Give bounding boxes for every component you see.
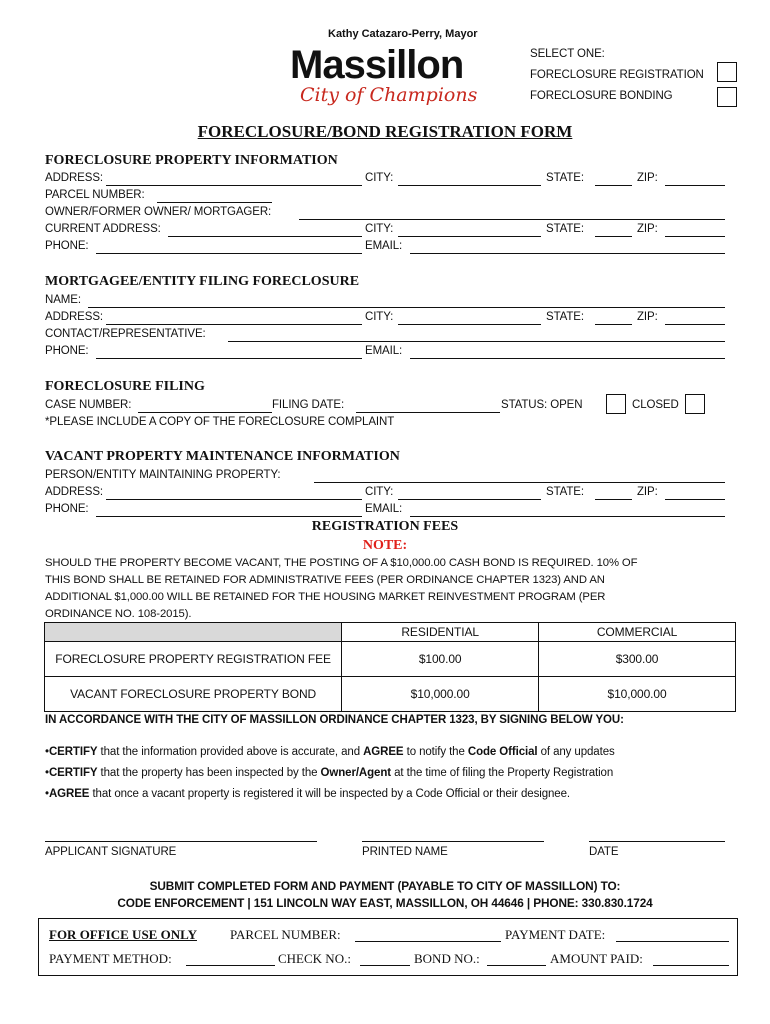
person-entity-field[interactable] xyxy=(314,482,725,483)
fee-commercial: $300.00 xyxy=(539,642,736,677)
fees-note-line2: THIS BOND SHALL BE RETAINED FOR ADMINISTRATIVE FEES (PER ORDINANCE CHAPTER 1323) AND AN xyxy=(45,574,605,586)
office-use-title: FOR OFFICE USE ONLY xyxy=(49,927,197,942)
mortgagee-name-label: NAME: xyxy=(45,294,81,306)
fees-note-label: NOTE: xyxy=(362,538,408,553)
bullet-text: that once a vacant property is registered it will be inspected by a Code Official or their designee. xyxy=(89,788,570,800)
vacant-state-field[interactable] xyxy=(595,499,632,500)
bullet-bold: CERTIFY xyxy=(48,767,98,779)
bullet-bold: CERTIFY xyxy=(48,746,98,758)
current-zip-field[interactable] xyxy=(665,236,725,237)
office-amount-field[interactable] xyxy=(653,965,729,966)
status-open-checkbox[interactable] xyxy=(606,394,626,414)
fee-residential: $100.00 xyxy=(342,642,539,677)
mortgagee-name-field[interactable] xyxy=(88,307,725,308)
property-email-label: EMAIL: xyxy=(365,240,403,252)
office-check-label: CHECK NO.: xyxy=(278,951,351,966)
fees-note-line3: ADDITIONAL $1,000.00 WILL BE RETAINED FOR THE HOUSING MARKET REINVESTMENT PROGRAM (PER xyxy=(45,591,606,603)
person-entity-label: PERSON/ENTITY MAINTAINING PROPERTY: xyxy=(45,469,281,481)
property-address-field[interactable] xyxy=(106,185,362,186)
fees-note-line1: SHOULD THE PROPERTY BECOME VACANT, THE POSTING OF A $10,000.00 CASH BOND IS REQUIRED. 10% OF xyxy=(45,557,638,569)
registration-checkbox[interactable] xyxy=(717,62,737,82)
office-payment-date-field[interactable] xyxy=(616,941,729,942)
property-zip-field[interactable] xyxy=(665,185,725,186)
filing-date-label: FILING DATE: xyxy=(272,399,345,411)
mortgagee-address-field[interactable] xyxy=(106,324,362,325)
current-address-field[interactable] xyxy=(168,236,362,237)
mortgagee-email-label: EMAIL: xyxy=(365,345,403,357)
bullet-text: that the information provided above is accurate, and xyxy=(97,746,364,758)
bullet-text: at the time of filing the Property Registration xyxy=(391,767,614,779)
mortgagee-state-label: STATE: xyxy=(546,311,584,323)
property-state-field[interactable] xyxy=(595,185,632,186)
date-label: DATE xyxy=(589,846,619,858)
office-check-field[interactable] xyxy=(360,965,410,966)
date-field[interactable] xyxy=(589,841,725,842)
bullet-text: of any updates xyxy=(537,746,615,758)
mortgagee-zip-label: ZIP: xyxy=(637,311,658,323)
bullet-text: that the property has been inspected by the xyxy=(97,767,321,779)
parcel-number-label: PARCEL NUMBER: xyxy=(45,189,145,201)
city-logo: Massillon xyxy=(290,43,464,87)
mortgagee-address-label: ADDRESS: xyxy=(45,311,103,323)
owner-label: OWNER/FORMER OWNER/ MORTGAGER: xyxy=(45,206,272,218)
mortgagee-phone-label: PHONE: xyxy=(45,345,89,357)
bullet-item: •CERTIFY that the information provided above is accurate, and AGREE to notify the Code Official of any updates xyxy=(45,746,615,758)
option-registration-label: FORECLOSURE REGISTRATION xyxy=(530,69,704,81)
option-bonding-label: FORECLOSURE BONDING xyxy=(530,90,673,102)
office-parcel-field[interactable] xyxy=(355,941,501,942)
current-city-field[interactable] xyxy=(398,236,541,237)
section-property-header: FORECLOSURE PROPERTY INFORMATION xyxy=(45,153,338,168)
fees-table xyxy=(44,622,736,712)
bullet-bold: AGREE xyxy=(48,788,90,800)
applicant-signature-field[interactable] xyxy=(45,841,317,842)
submit-line2: CODE ENFORCEMENT | 151 LINCOLN WAY EAST, MASSILLON, OH 44646 | PHONE: 330.830.1724 xyxy=(117,896,653,910)
office-amount-label: AMOUNT PAID: xyxy=(550,951,643,966)
current-state-field[interactable] xyxy=(595,236,632,237)
printed-name-field[interactable] xyxy=(362,841,544,842)
fees-table-corner xyxy=(45,623,342,642)
printed-name-label: PRINTED NAME xyxy=(362,846,448,858)
vacant-city-label: CITY: xyxy=(365,486,394,498)
property-zip-label: ZIP: xyxy=(637,172,658,184)
mayor-name: Kathy Catazaro-Perry, Mayor xyxy=(328,28,478,40)
accordance-statement: IN ACCORDANCE WITH THE CITY OF MASSILLON ORDINANCE CHAPTER 1323, BY SIGNING BELOW YOU: xyxy=(45,714,624,726)
office-bond-label: BOND NO.: xyxy=(414,951,480,966)
property-phone-label: PHONE: xyxy=(45,240,89,252)
table-row xyxy=(45,677,736,712)
property-city-field[interactable] xyxy=(398,185,541,186)
col-commercial: COMMERCIAL xyxy=(539,623,736,642)
property-address-label: ADDRESS: xyxy=(45,172,103,184)
bullet-item: •AGREE that once a vacant property is registered it will be inspected by a Code Official or their designee. xyxy=(45,788,570,800)
select-one-label: SELECT ONE: xyxy=(530,48,605,60)
office-parcel-label: PARCEL NUMBER: xyxy=(230,927,341,942)
fees-note-line4: ORDINANCE NO. 108-2015). xyxy=(45,608,192,620)
fee-label: FORECLOSURE PROPERTY REGISTRATION FEE xyxy=(45,642,342,677)
property-state-label: STATE: xyxy=(546,172,584,184)
office-payment-method-field[interactable] xyxy=(186,965,275,966)
applicant-signature-label: APPLICANT SIGNATURE xyxy=(45,846,177,858)
status-open-label: STATUS: OPEN xyxy=(501,399,583,411)
city-tagline: City of Champions xyxy=(300,84,478,106)
mortgagee-phone-field[interactable] xyxy=(96,358,362,359)
vacant-address-label: ADDRESS: xyxy=(45,486,103,498)
vacant-email-field[interactable] xyxy=(410,516,725,517)
vacant-city-field[interactable] xyxy=(398,499,541,500)
vacant-phone-label: PHONE: xyxy=(45,503,89,515)
section-mortgagee-header: MORTGAGEE/ENTITY FILING FORECLOSURE xyxy=(45,274,360,289)
office-payment-date-label: PAYMENT DATE: xyxy=(505,927,606,942)
mortgagee-city-field[interactable] xyxy=(398,324,541,325)
property-phone-field[interactable] xyxy=(96,253,362,254)
complaint-note: *PLEASE INCLUDE A COPY OF THE FORECLOSURE COMPLAINT xyxy=(45,416,395,428)
bonding-checkbox[interactable] xyxy=(717,87,737,107)
current-state-label: STATE: xyxy=(546,223,584,235)
office-payment-method-label: PAYMENT METHOD: xyxy=(49,951,172,966)
bullet-bold: Owner/Agent xyxy=(320,767,392,779)
vacant-zip-field[interactable] xyxy=(665,499,725,500)
case-number-field[interactable] xyxy=(138,412,272,413)
contact-label: CONTACT/REPRESENTATIVE: xyxy=(45,328,206,340)
status-closed-checkbox[interactable] xyxy=(685,394,705,414)
vacant-state-label: STATE: xyxy=(546,486,584,498)
bullet-text: to notify the xyxy=(403,746,468,758)
submit-line1: SUBMIT COMPLETED FORM AND PAYMENT (PAYABLE TO CITY OF MASSILLON) TO: xyxy=(149,879,621,893)
fee-residential: $10,000.00 xyxy=(342,677,539,712)
col-residential: RESIDENTIAL xyxy=(342,623,539,642)
vacant-phone-field[interactable] xyxy=(96,516,362,517)
status-closed-label: CLOSED xyxy=(632,399,679,411)
current-zip-label: ZIP: xyxy=(637,223,658,235)
mortgagee-zip-field[interactable] xyxy=(665,324,725,325)
section-filing-header: FORECLOSURE FILING xyxy=(45,379,205,394)
form-title: FORECLOSURE/BOND REGISTRATION FORM xyxy=(197,122,573,141)
current-address-label: CURRENT ADDRESS: xyxy=(45,223,161,235)
owner-field[interactable] xyxy=(299,219,725,220)
case-number-label: CASE NUMBER: xyxy=(45,399,132,411)
vacant-address-field[interactable] xyxy=(106,499,362,500)
fees-title: REGISTRATION FEES xyxy=(311,519,459,534)
office-bond-field[interactable] xyxy=(487,965,546,966)
fee-label: VACANT FORECLOSURE PROPERTY BOND xyxy=(45,677,342,712)
mortgagee-city-label: CITY: xyxy=(365,311,394,323)
filing-date-field[interactable] xyxy=(356,412,500,413)
property-city-label: CITY: xyxy=(365,172,394,184)
section-vacant-header: VACANT PROPERTY MAINTENANCE INFORMATION xyxy=(45,449,400,464)
property-email-field[interactable] xyxy=(410,253,725,254)
vacant-zip-label: ZIP: xyxy=(637,486,658,498)
bullet-bold: Code Official xyxy=(467,746,538,758)
current-city-label: CITY: xyxy=(365,223,394,235)
bullet-item: •CERTIFY that the property has been inspected by the Owner/Agent at the time of filing the Property Registration xyxy=(45,767,614,779)
mortgagee-email-field[interactable] xyxy=(410,358,725,359)
table-row xyxy=(45,642,736,677)
contact-field[interactable] xyxy=(228,341,725,342)
fee-commercial: $10,000.00 xyxy=(539,677,736,712)
parcel-number-field[interactable] xyxy=(157,202,272,203)
mortgagee-state-field[interactable] xyxy=(595,324,632,325)
bullet-bold: AGREE xyxy=(363,746,404,758)
vacant-email-label: EMAIL: xyxy=(365,503,403,515)
